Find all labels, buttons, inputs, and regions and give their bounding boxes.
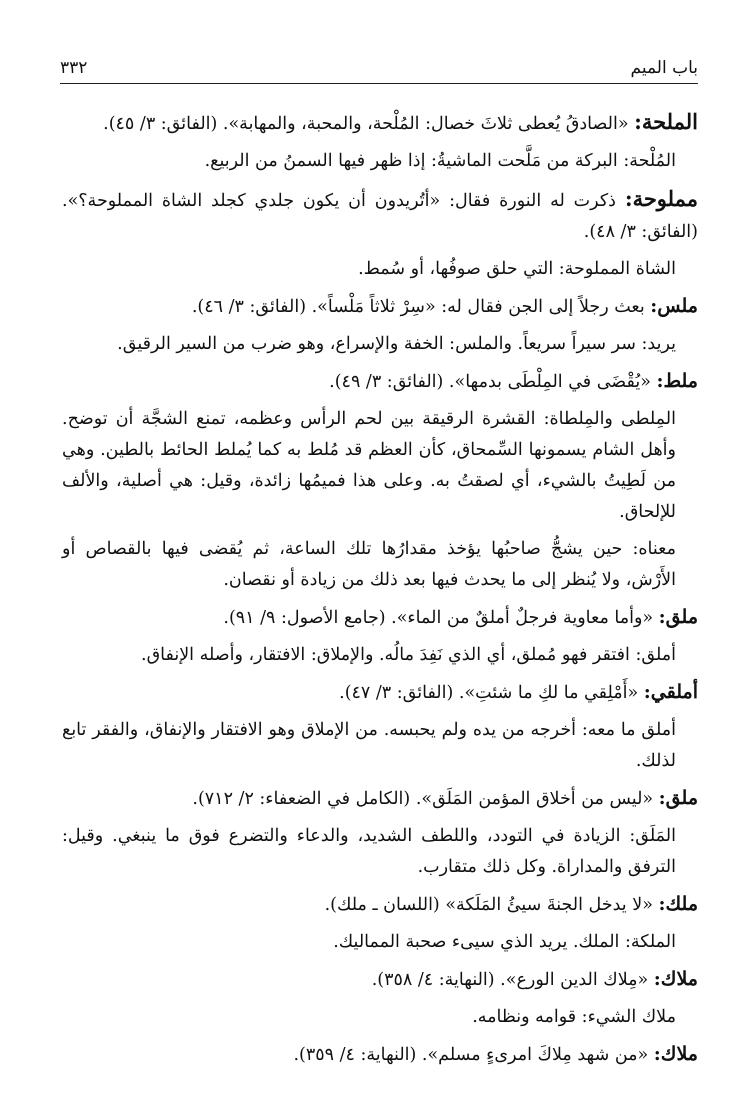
entry-text: ذكرت له النورة فقال: «أتُريدون أن يكون جلدي كجلد الشاة المملوحة؟». (الفائق: ٣/ ٤٨). bbox=[62, 191, 698, 242]
entry-headword: ملاك: bbox=[653, 968, 698, 990]
entry-text: الشاة المملوحة: التي حلق صوفُها، أو سُمط. bbox=[358, 259, 676, 279]
entry-headword: ملس: bbox=[650, 295, 698, 317]
entry-paragraph bbox=[62, 964, 698, 996]
entry-text: الملكة: الملك. يريد الذي سيىء صحبة المماليك. bbox=[333, 932, 676, 952]
entry-text: «ليس من أخلاق المؤمن المَلَق». (الكامل في الضعفاء: ٢/ ٧١٢). bbox=[192, 789, 659, 809]
definition-paragraph bbox=[62, 640, 698, 671]
entry-text: يريد: سر سيراً سريعاً. والملس: الخفة والإسراع، وهو ضرب من السير الرقيق. bbox=[117, 334, 676, 354]
definition-paragraph bbox=[62, 821, 698, 883]
entry-text: «الصادقُ يُعطى ثلاثَ خصال: المُلْحة، والمحبة، والمهابة». (الفائق: ٣/ ٤٥). bbox=[103, 114, 635, 134]
entry-text: أملق ما معه: أخرجه من يده ولم يحبسه. من الإملاق وهو الافتقار والإنفاق، والفقر تابع لذلك. bbox=[62, 720, 676, 771]
entry-paragraph bbox=[62, 183, 698, 248]
entry-headword: أملقي: bbox=[643, 681, 698, 703]
definition-paragraph bbox=[62, 534, 698, 596]
entry-text: المَلَق: الزيادة في التودد، واللطف الشديد، والدعاء والتضرع فوق ما ينبغي. وقيل: الترفق والمداراة. وكل ذلك متقارب. bbox=[62, 826, 676, 877]
entry-text: أملق: افتقر فهو مُملق، أي الذي نَفِدَ مالُه. والإملاق: الافتقار، وأصله الإنفاق. bbox=[141, 645, 676, 665]
entry-paragraph bbox=[62, 602, 698, 634]
entry-text: «أَمْلِقي ما لكِ ما شئتِ». (الفائق: ٣/ ٤٧). bbox=[339, 683, 644, 703]
definition-paragraph bbox=[62, 715, 698, 777]
definition-paragraph bbox=[62, 329, 698, 360]
entry-headword: ملك: bbox=[658, 893, 698, 915]
entry-text: «من شهد مِلاكَ امرىءٍ مسلم». (النهاية: ٤/ ٣٥٩). bbox=[293, 1045, 654, 1065]
entry-text: معناه: حين يشجُّ صاحبُها يؤخذ مقدارُها تلك الساعة، ثم يُقضى فيها بالقصاص أو الأَرْش، ولا يُنظر إلى ما يحدث فيها بعد ذلك من زيادة أو نقصان. bbox=[62, 539, 676, 590]
definition-paragraph bbox=[62, 146, 698, 177]
entry-text: بعث رجلاً إلى الجن فقال له: «سِرْ ثلاثاً مَلْساً». (الفائق: ٣/ ٤٦). bbox=[191, 297, 651, 317]
entry-paragraph bbox=[62, 366, 698, 398]
entry-paragraph bbox=[62, 889, 698, 921]
page-header bbox=[60, 58, 698, 84]
definition-paragraph bbox=[62, 404, 698, 528]
entry-text: «وأما معاوية فرجلٌ أملقٌ من الماء». (جامع الأصول: ٩/ ٩١). bbox=[223, 608, 659, 628]
page-body bbox=[62, 106, 698, 1077]
entry-headword: ملق: bbox=[658, 606, 698, 628]
entry-paragraph bbox=[62, 106, 698, 140]
definition-paragraph bbox=[62, 254, 698, 285]
entry-paragraph bbox=[62, 291, 698, 323]
entry-text: «لا يدخل الجنةَ سيئُ المَلَكة» (اللسان ـ ملك). bbox=[324, 895, 659, 915]
entry-paragraph bbox=[62, 783, 698, 815]
entry-text: المُلْحة: البركة من مَلَّحت الماشيةُ: إذا ظهر فيها السمنُ من الربيع. bbox=[204, 151, 676, 171]
definition-paragraph bbox=[62, 1002, 698, 1033]
entry-headword: ملق: bbox=[658, 787, 698, 809]
entry-paragraph bbox=[62, 1039, 698, 1071]
section-title: باب الميم bbox=[630, 58, 698, 78]
entry-text: المِلطى والمِلطاة: القشرة الرقيقة بين لحم الرأس وعظمه، تمنع الشجَّة أن توضح. وأهل الشام يسمونها السِّمحاق، كأن العظم قد مُلط به كما يُملط الحائط بالطين. وهي من لَطِيتُ بالشيء، أي لصقتُ به. وعلى هذا فميمُها زائدة، وقيل: هي أصلية، والألف للإلحاق. bbox=[62, 409, 676, 522]
entry-text: «يُقْضَى في المِلْطَى بدمها». (الفائق: ٣/ ٤٩). bbox=[329, 372, 657, 392]
entry-paragraph bbox=[62, 677, 698, 709]
entry-text: «مِلاك الدين الورع». (النهاية: ٤/ ٣٥٨). bbox=[371, 970, 654, 990]
entry-headword: ملط: bbox=[656, 370, 698, 392]
page-number: ٣٣٢ bbox=[60, 58, 88, 78]
entry-text: ملاك الشيء: قوامه ونظامه. bbox=[472, 1007, 676, 1027]
definition-paragraph bbox=[62, 927, 698, 958]
entry-headword: الملحة: bbox=[634, 109, 698, 134]
entry-headword: ملاك: bbox=[653, 1043, 698, 1065]
entry-headword: مملوحة: bbox=[624, 186, 698, 211]
